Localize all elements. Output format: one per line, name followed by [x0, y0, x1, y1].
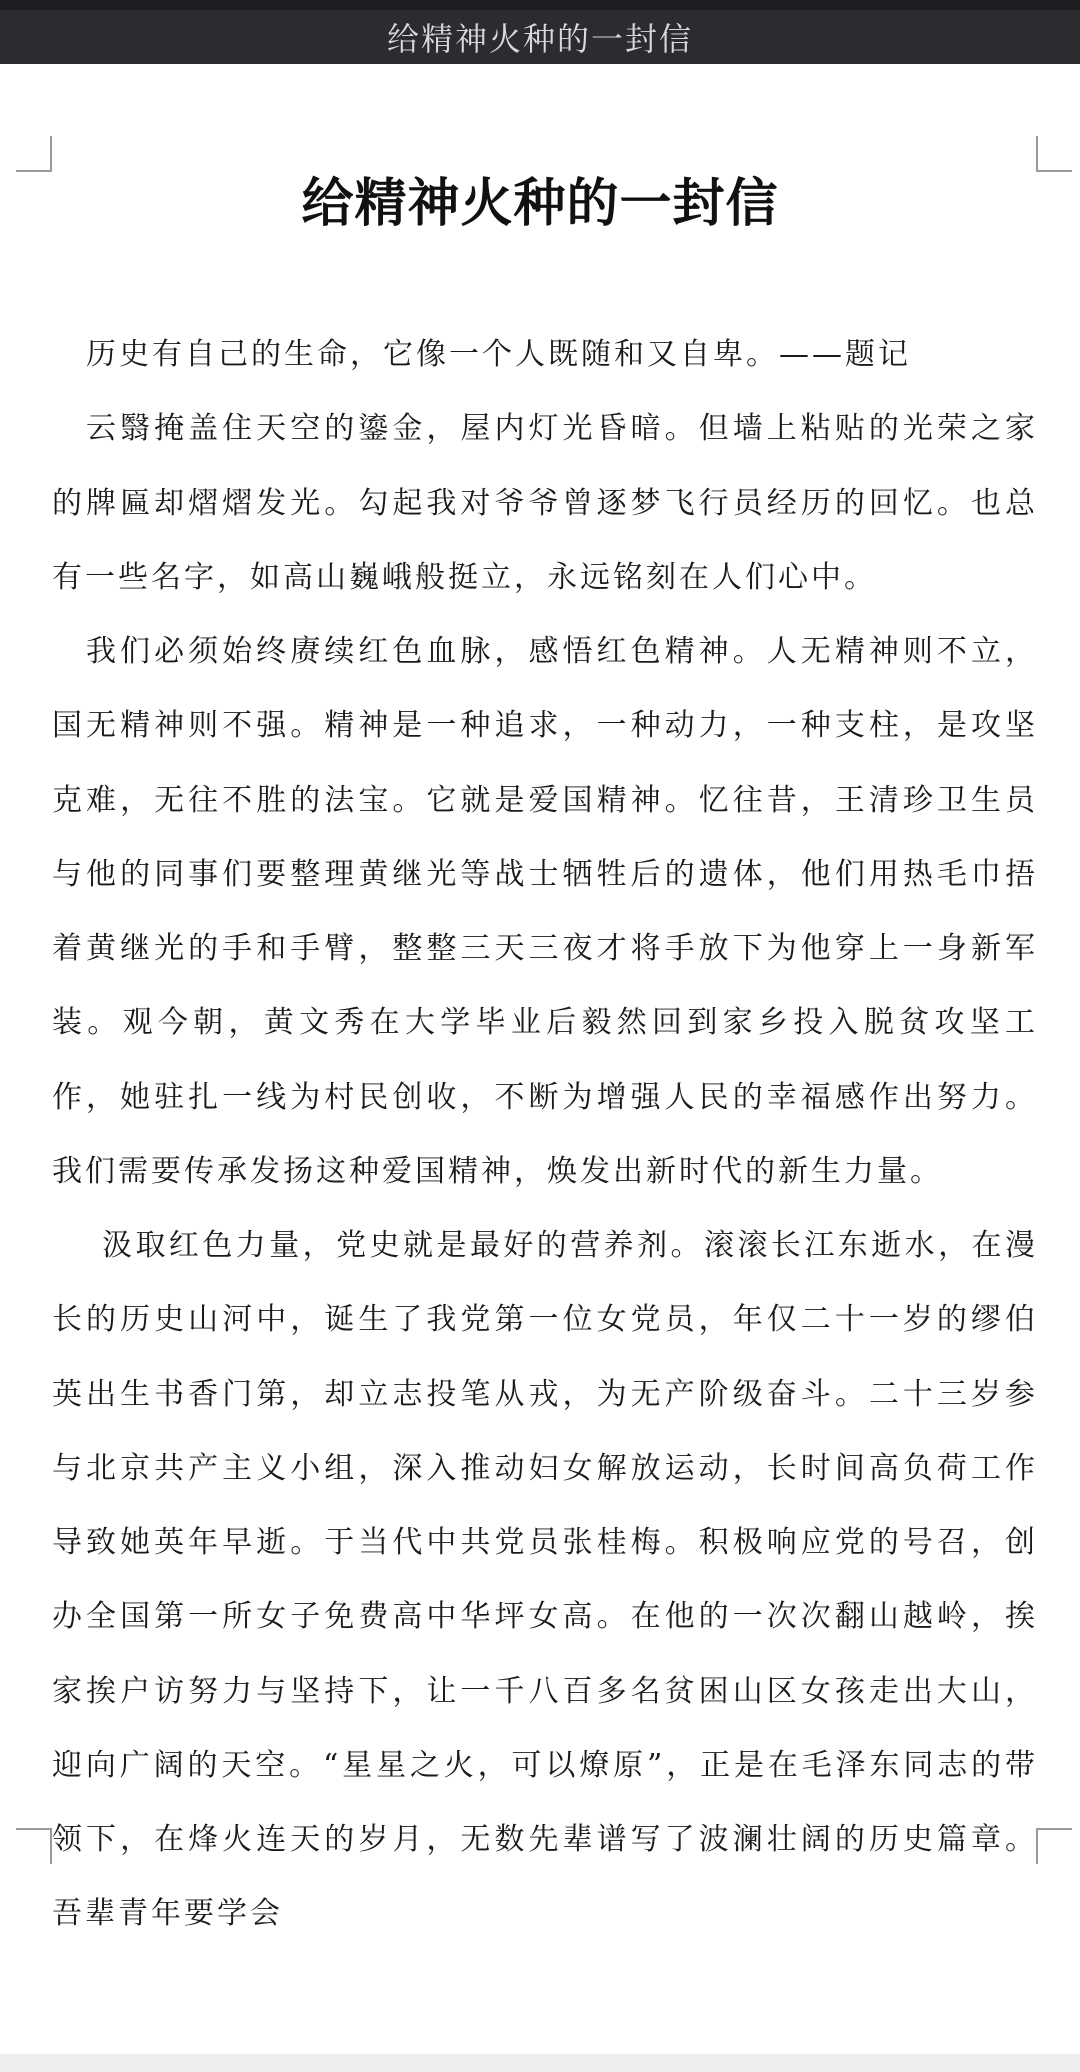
bottom-bar — [0, 2054, 1080, 2072]
page-margin-corner-top-left — [16, 136, 52, 172]
page-margin-corner-top-right — [1036, 136, 1072, 172]
paragraph: 汲取红色力量，党史就是最好的营养剂。滚滚长江东逝水，在漫长的历史山河中，诞生了我党第一位女党员，年仅二十一岁的缪伯英出生书香门第，却立志投笔从戎，为无产阶级奋斗。二十三岁参与北京共产主义小组，深入推动妇女解放运动，长时间高负荷工作导致她英年早逝。于当代中共党员张桂梅。积极响应党的号召，创办全国第一所女子免费高中华坪女高。在他的一次次翻山越岭，挨家挨户访努力与坚持下，让一千八百多名贫困山区女孩走出大山，迎向广阔的天空。“星星之火，可以燎原”，正是在毛泽东同志的带领下，在烽火连天的岁月，无数先辈谱写了波澜壮阔的历史篇章。吾辈青年要学会 — [52, 1228, 1038, 1932]
document-body — [52, 318, 1038, 1952]
title-bar — [0, 10, 1080, 64]
paragraph: 我们必须始终赓续红色血脉，感悟红色精神。人无精神则不立，国无精神则不强。精神是一种追求，一种动力，一种支柱，是攻坚克难，无往不胜的法宝。它就是爱国精神。忆往昔，王清珍卫生员与他的同事们要整理黄继光等战士牺牲后的遗体，他们用热毛巾捂着黄继光的手和手臂，整整三天三夜才将手放下为他穿上一身新军装。观今朝，黄文秀在大学毕业后毅然回到家乡投入脱贫攻坚工作，她驻扎一线为村民创收，不断为增强人民的幸福感作出努力。我们需要传承发扬这种爱国精神，焕发出新时代的新生力量。 — [52, 634, 1038, 1189]
status-strip — [0, 0, 1080, 10]
window-title: 给精神火种的一封信 — [386, 20, 693, 58]
epigraph: 历史有自己的生命，它像一个人既随和又自卑。——题记 — [86, 337, 911, 372]
paragraph: 云翳掩盖住天空的鎏金，屋内灯光昏暗。但墙上粘贴的光荣之家的牌匾却熠熠发光。勾起我对爷爷曾逐梦飞行员经历的回忆。也总有一些名字，如高山巍峨般挺立，永远铭刻在人们心中。 — [52, 411, 1038, 595]
page-margin-corner-bottom-right — [1036, 1828, 1072, 1864]
document-title: 给精神火种的一封信 — [301, 173, 779, 234]
page-margin-corner-bottom-left — [16, 1828, 52, 1864]
